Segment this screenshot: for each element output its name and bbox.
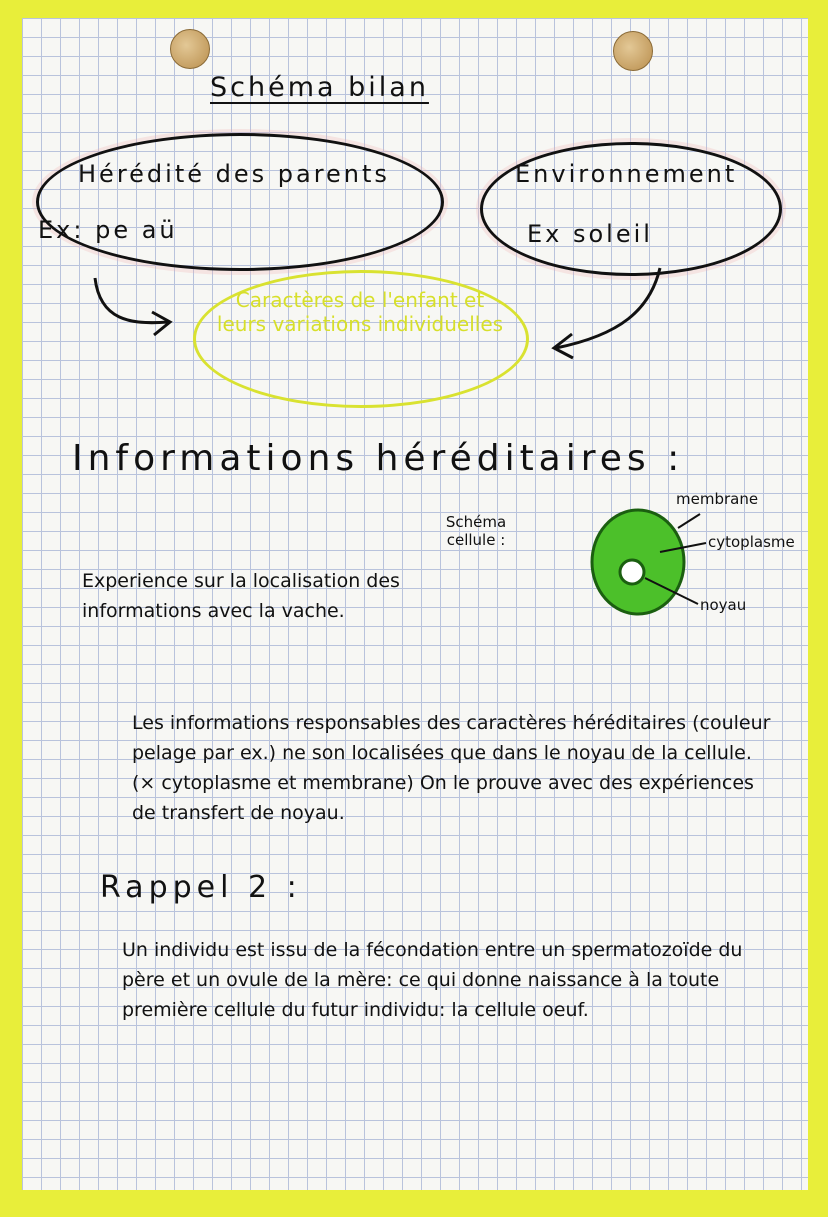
experience-text: Experience sur la localisation des informations avec la vache. [82, 570, 400, 622]
cell-nucleus-shape [620, 560, 644, 584]
heredity-example: Ex: pe aü [38, 216, 178, 244]
environment-example: Ex soleil [527, 220, 653, 248]
section1-paragraph: Les informations responsables des caractères héréditaires (couleur pelage par ex.) ne son localisées que dans le noyau de la cellule. (× cytoplasme et membrane) On le prouve avec des expériences de transfert de noyau. [132, 712, 771, 824]
label-membrane: membrane [676, 490, 759, 508]
section1-heading: Informations héréditaires : [72, 438, 685, 479]
section2-paragraph: Un individu est issu de la fécondation entre un spermatozoïde du père et un ovule de la mère: ce qui donne naissance à la toute première cellule du futur individu: la cellule oeuf. [122, 939, 743, 1021]
environment-label: Environnement [515, 160, 738, 188]
label-cytoplasm: cytoplasme [708, 533, 795, 551]
schema-title: Schéma bilan [210, 72, 429, 103]
membrane-pointer [678, 514, 700, 528]
cell-caption: Schéma cellule : [445, 513, 507, 549]
section2-heading: Rappel 2 : [100, 870, 302, 905]
traits-label: Caractères de l'enfant et leurs variations individuelles [216, 288, 504, 336]
heredity-label: Hérédité des parents [78, 160, 390, 188]
label-nucleus: noyau [700, 596, 747, 614]
